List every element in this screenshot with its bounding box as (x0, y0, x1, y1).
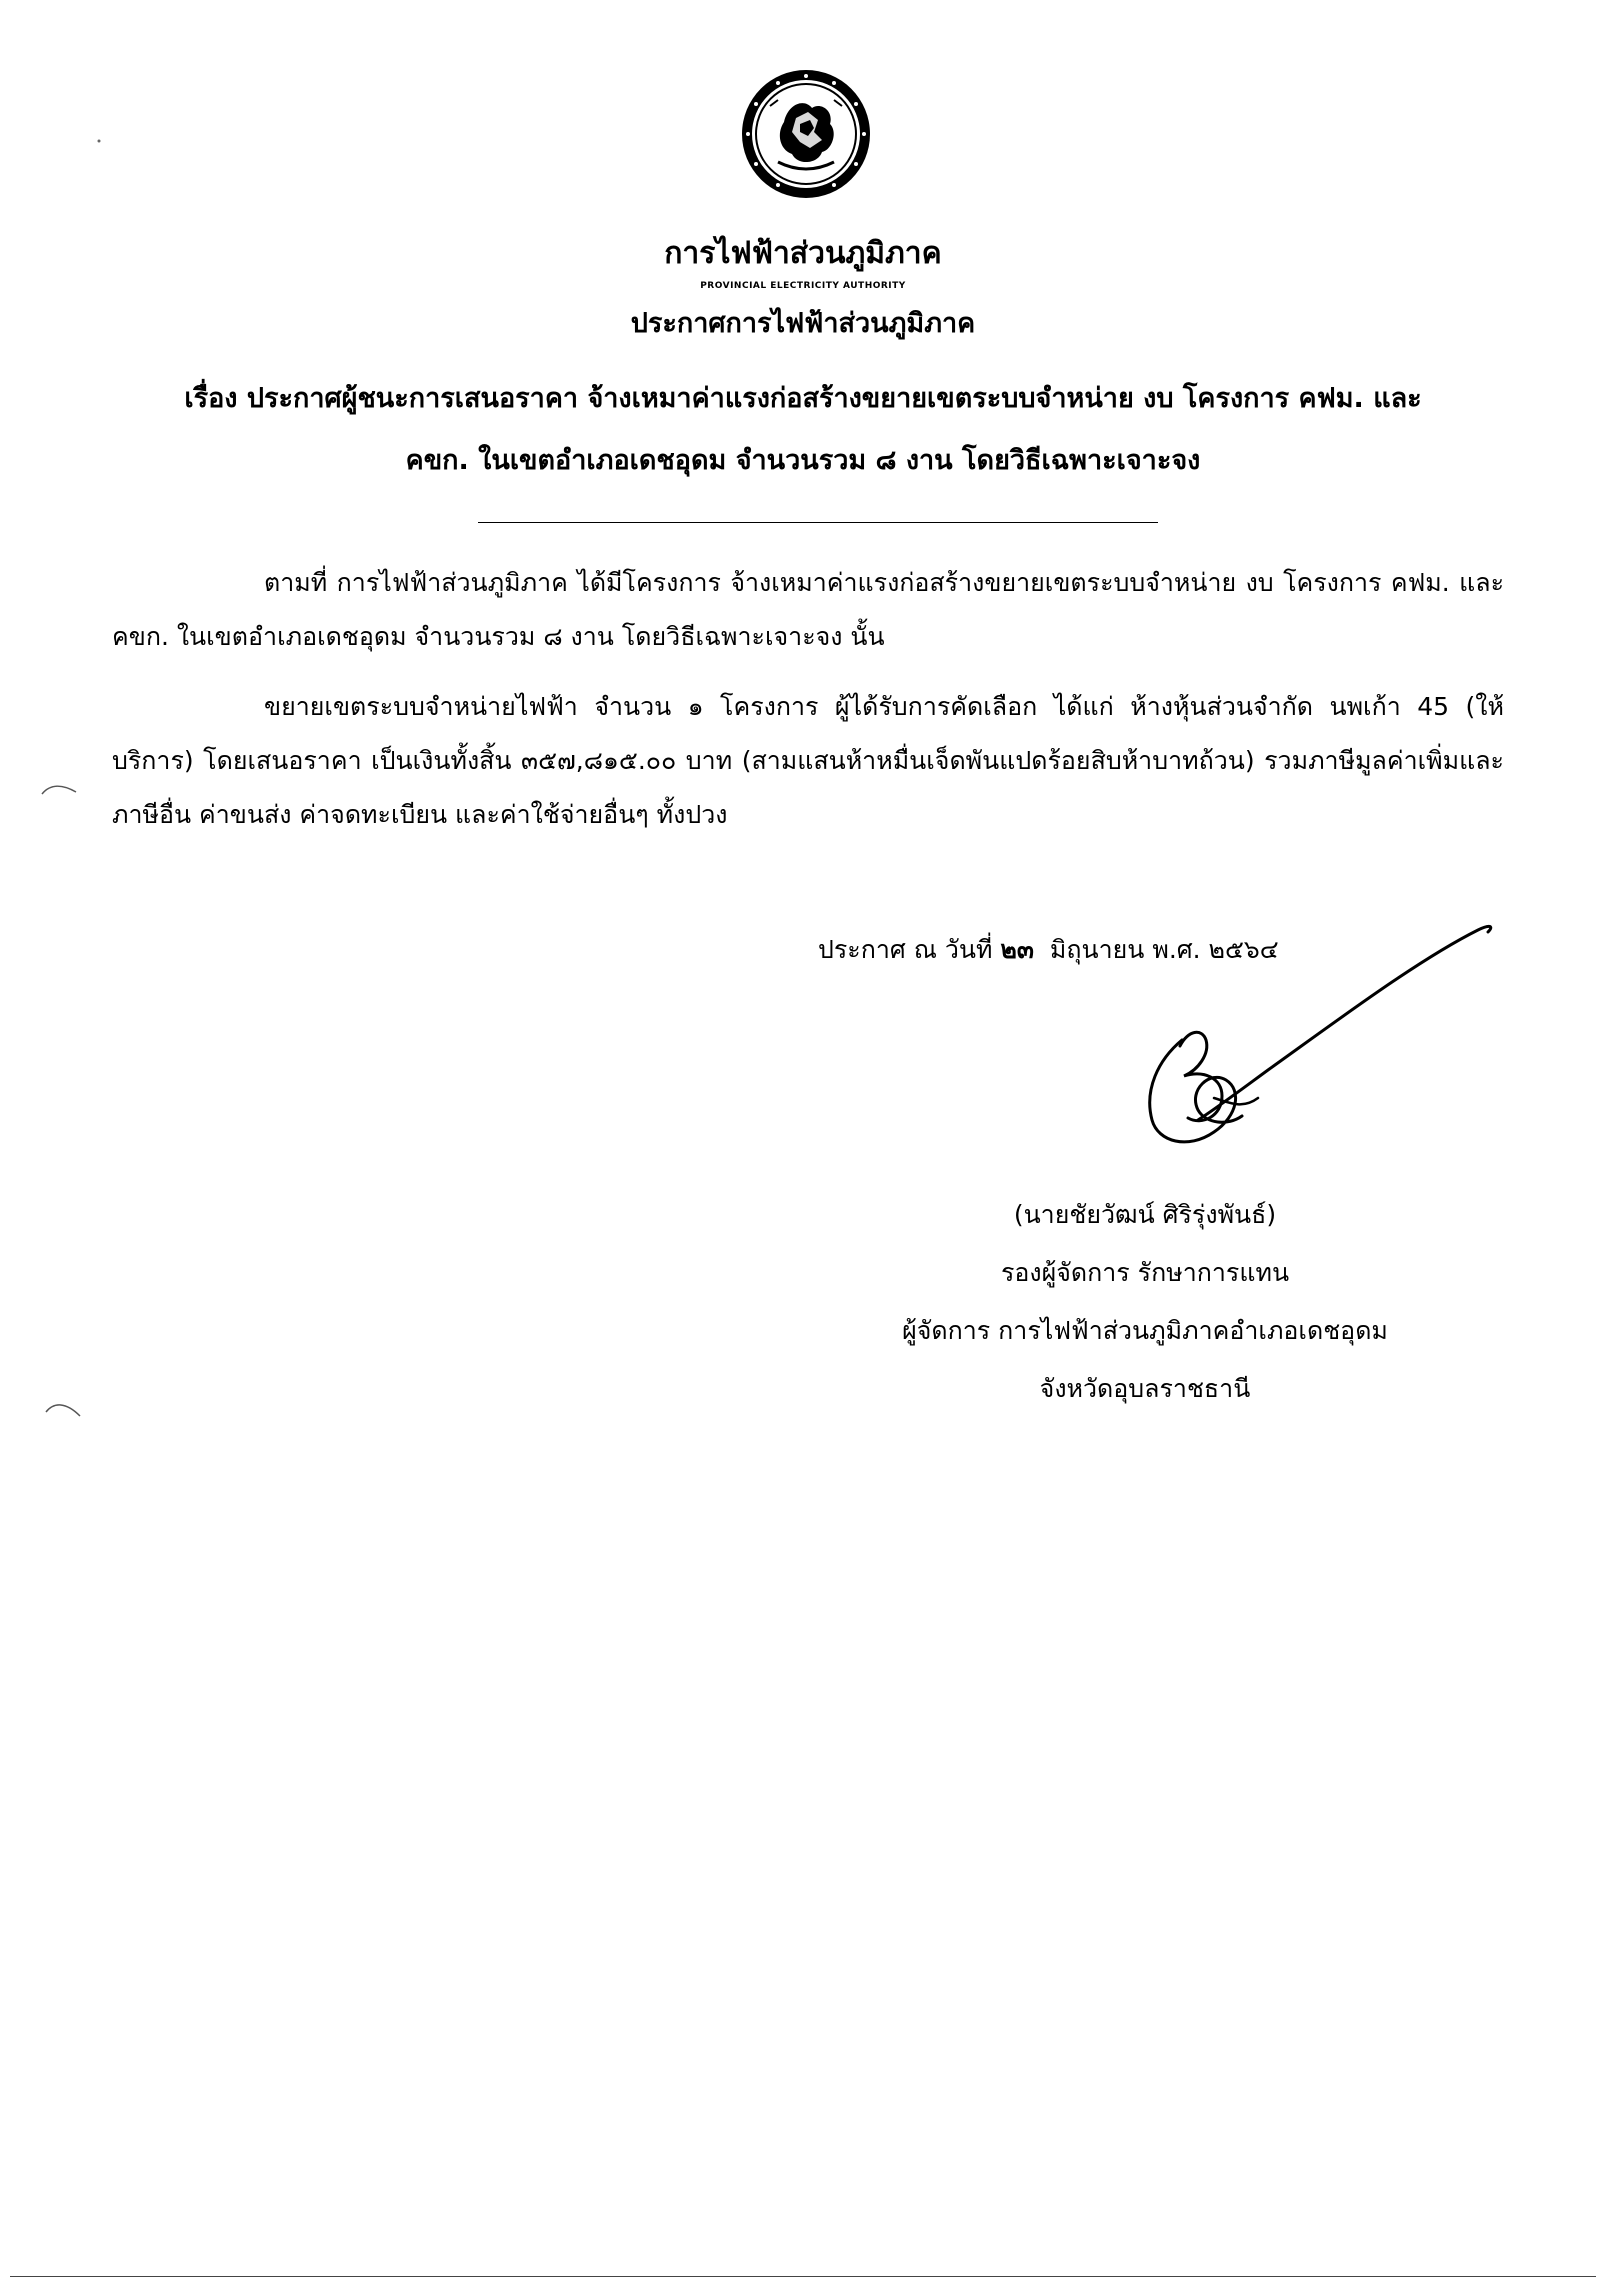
body-paragraph-1: ตามที่ การไฟฟ้าส่วนภูมิภาค ได้มีโครงการ จ้างเหมาค่าแรงก่อสร้างขยายเขตระบบจำหน่าย งบ โครงการ คฟม. และ คขก. ในเขตอำเภอเดชอุดม จำนวนรวม ๘ งาน โดยวิธีเฉพาะเจาะจง นั้น (112, 568, 1504, 651)
signatory-name: (นายชัยวัฒน์ ศิริรุ่งพันธ์) (1013, 1200, 1277, 1229)
pea-logo-emblem (738, 66, 874, 202)
signatory-province: จังหวัดอุบลราชธานี (1039, 1374, 1251, 1403)
signatory-title: ผู้จัดการ การไฟฟ้าส่วนภูมิภาคอำเภอเดชอุดม (902, 1316, 1388, 1345)
org-name-thai: การไฟฟ้าส่วนภูมิภาค (664, 236, 942, 271)
subject-line-2: คขก. ในเขตอำเภอเดชอุดม จำนวนรวม ๘ งาน โดยวิธีเฉพาะเจาะจง (405, 445, 1201, 476)
date-day: ๒๓ (1000, 935, 1034, 964)
org-name-english: PROVINCIAL ELECTRICITY AUTHORITY (700, 281, 906, 291)
subject-line-1: เรื่อง ประกาศผู้ชนะการเสนอราคา จ้างเหมาค่าแรงก่อสร้างขยายเขตระบบจำหน่าย งบ โครงการ คฟม. และ (184, 383, 1422, 414)
date-month-year: มิถุนายน พ.ศ. ๒๕๖๔ (1049, 935, 1279, 964)
margin-mark-1 (40, 780, 80, 800)
signatory-position: รองผู้จัดการ รักษาการแทน (1000, 1258, 1290, 1287)
subject-heading (120, 368, 1486, 492)
scan-speck (96, 138, 102, 144)
signatory-block (840, 1186, 1450, 1418)
document-type-heading: ประกาศการไฟฟ้าส่วนภูมิภาค (630, 308, 976, 339)
body-paragraph-2: ขยายเขตระบบจำหน่ายไฟฟ้า จำนวน ๑ โครงการ ผู้ได้รับการคัดเลือก ได้แก่ ห้างหุ้นส่วนจำกัด นพเก้า 45 (ให้บริการ) โดยเสนอราคา เป็นเงินทั้งสิ้น ๓๕๗,๘๑๕.๐๐ บาท (สามแสนห้าหมื่นเจ็ดพันแปดร้อยสิบห้าบาทถ้วน) รวมภาษีมูลค่าเพิ่มและภาษีอื่น ค่าขนส่ง ค่าจดทะเบียน และค่าใช้จ่ายอื่นๆ ทั้งปวง (112, 692, 1504, 829)
page-bottom-edge (10, 2276, 1596, 2277)
margin-mark-2 (44, 1400, 84, 1424)
handwritten-signature (1118, 920, 1498, 1170)
date-prefix: ประกาศ ณ วันที่ (818, 935, 993, 964)
heading-divider (478, 522, 1158, 523)
